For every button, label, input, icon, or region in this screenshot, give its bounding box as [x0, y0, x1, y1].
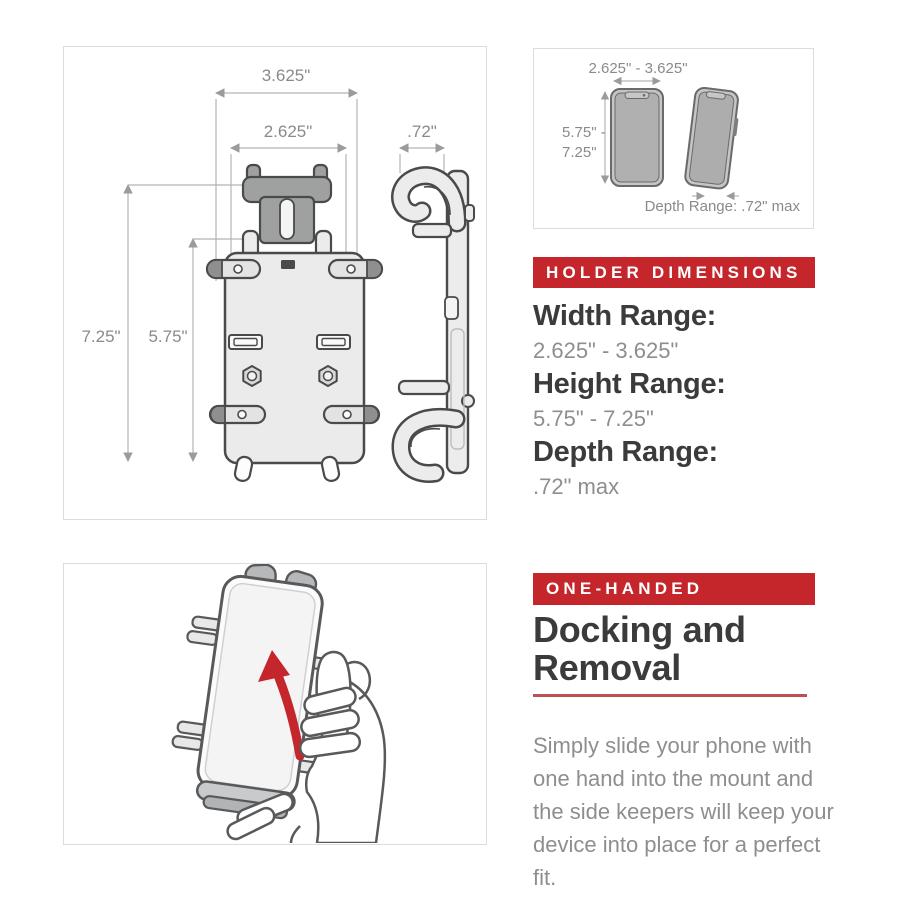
holder-dimensions-banner-text: HOLDER DIMENSIONS [546, 263, 802, 282]
docking-title [533, 611, 746, 687]
height-range-label: Height Range: [533, 368, 726, 400]
dim-label-width-inner: 2.625" [263, 122, 313, 141]
phone-front-view [611, 89, 663, 186]
holder-front-view [207, 165, 382, 482]
phone-depth-note: Depth Range: .72" max [644, 198, 800, 215]
holder-side-view [399, 171, 474, 473]
dim-label-height-inner: 5.75" [148, 327, 188, 346]
phone-height-range-line1: 5.75" - [562, 124, 606, 141]
one-handed-banner [533, 573, 815, 605]
phone-width-range-label: 2.625" - 3.625" [588, 60, 688, 77]
holder-technical-drawing [64, 47, 485, 518]
phone-side-view [684, 87, 741, 190]
depth-range-label: Depth Range: [533, 436, 718, 468]
docking-illustration [64, 564, 485, 843]
docking-title-line1: Docking and [533, 609, 746, 650]
dim-label-depth: .72" [407, 122, 437, 141]
width-range-value: 2.625" - 3.625" [533, 338, 679, 363]
height-range-value: 5.75" - 7.25" [533, 406, 654, 431]
red-divider [533, 694, 807, 697]
docking-title-line2: Removal [533, 647, 681, 688]
holder-dimensions-banner [533, 257, 815, 288]
docking-description: Simply slide your phone with one hand into the mount and the side keepers will keep your device into place for a perfect fit. [533, 733, 834, 890]
one-handed-banner-text: ONE-HANDED [546, 579, 704, 598]
holder-dimensions-specs [533, 299, 833, 503]
phone-size-diagram [534, 49, 812, 227]
depth-range-value: .72" max [533, 474, 620, 499]
width-range-label: Width Range: [533, 300, 717, 332]
phone-notch [625, 92, 649, 99]
dim-label-height-outer: 7.25" [81, 327, 121, 346]
dim-label-width-outer: 3.625" [261, 66, 311, 85]
docking-illustration-panel [63, 563, 487, 845]
holder-diagram-panel [63, 46, 487, 520]
phone-size-panel [533, 48, 814, 229]
phone-height-range-line2: 7.25" [562, 144, 597, 161]
